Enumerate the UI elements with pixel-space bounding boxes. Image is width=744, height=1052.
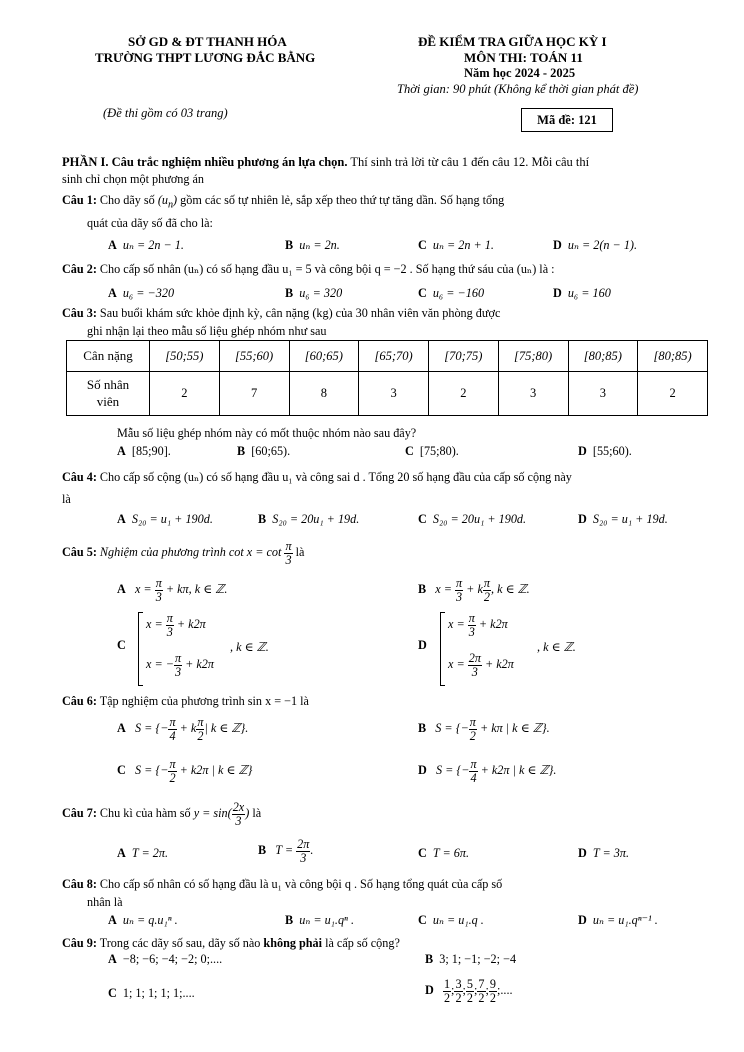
answer-a[interactable]: A [85;90].	[117, 444, 171, 458]
answer-d-tail: , k ∈ ℤ.	[537, 640, 576, 654]
answer-d[interactable]: D [55;60).	[578, 444, 632, 458]
table-header-count: Số nhân viên	[67, 372, 150, 416]
question-text: Tập nghiệm của phương trình sin x = −1 là	[99, 694, 309, 708]
answer-d[interactable]: D T = 3π.	[578, 846, 630, 860]
school-name: TRƯỜNG THPT LƯƠNG ĐẮC BẰNG	[95, 50, 316, 65]
table-cell-group: [80;85)	[638, 341, 708, 372]
answer-b[interactable]: B S = {− $\frac{\pi}{2}$ + kπ | k ∈ ℤ}.	[418, 715, 550, 743]
answer-c[interactable]: C uₙ = u₁.q .	[418, 913, 484, 927]
answer-a[interactable]: A uₙ = q.u₁ⁿ .	[108, 913, 178, 927]
question-label: Câu 5:	[62, 545, 97, 560]
question-text-line3: quát của dãy số đã cho là:	[87, 216, 213, 230]
system-bracket	[138, 612, 143, 686]
question-3	[62, 306, 500, 321]
question-label: Câu 6:	[62, 694, 97, 708]
table-cell-count: 2	[150, 372, 220, 416]
fraction: $\frac{\pi}{3}$	[285, 539, 292, 567]
table-cell-group: [65;70)	[359, 341, 429, 372]
system-bracket	[440, 612, 445, 686]
question-9: Câu 9: Trong các dãy số sau, dãy số nào không phải là cấp số cộng?	[62, 936, 400, 950]
table-cell-count: 8	[289, 372, 359, 416]
question-text: Chu kì của hàm số	[99, 806, 191, 821]
answer-b[interactable]: B 3; 1; −1; −2; −4	[425, 952, 517, 966]
question-4	[62, 470, 572, 485]
answer-b[interactable]: B T = $\frac{2\pi}{3}$ .	[258, 837, 314, 865]
question-text-line3: Mẫu số liệu ghép nhóm này có mốt thuộc nhóm nào sau đây?	[117, 426, 417, 440]
answer-d-line2: x = $\frac{2\pi}{3}$ + k2π	[448, 651, 514, 679]
dept-name: SỞ GD & ĐT THANH HÓA	[128, 34, 287, 49]
question-label: Câu 2:	[62, 262, 97, 276]
part1-desc: Thí sinh trả lời từ câu 1 đến câu 12. Mỗi câu thí	[347, 155, 590, 169]
answer-d-label: D	[418, 638, 427, 652]
answer-b[interactable]: B uₙ = 2n.	[285, 238, 340, 252]
question-text: Sau buổi khám sức khỏe định kỳ, cân nặng (kg) của 30 nhân viên văn phòng được	[99, 306, 501, 320]
answer-b[interactable]: B u₆ = 320	[285, 286, 343, 300]
exam-time: Thời gian: 90 phút (Không kể thời gian phát đề)	[397, 82, 639, 96]
table-row-weight	[67, 341, 708, 372]
question-label: Câu 9:	[62, 936, 97, 950]
question-label: Câu 7:	[62, 806, 97, 821]
answer-d[interactable]: x = $\frac{\pi}{3}$ + k2π	[448, 611, 508, 639]
question-text: Cho cấp số nhân (uₙ) có số hạng đầu u₁ = 5 và công bội q = −2 . Số hạng thứ sáu của (uₙ) là :	[99, 262, 555, 276]
question-6	[62, 694, 309, 709]
answer-d[interactable]: D uₙ = u₁.qⁿ⁻¹ .	[578, 913, 658, 927]
answer-b[interactable]: B S₂₀ = 20u₁ + 19d.	[258, 512, 360, 526]
part1-title: PHẦN I. Câu trắc nghiệm nhiều phương án lựa chọn.	[62, 155, 348, 169]
table-cell-group: [75;80)	[498, 341, 568, 372]
table-cell-count: 3	[568, 372, 638, 416]
answer-c[interactable]: C 1; 1; 1; 1; 1;....	[108, 986, 195, 1000]
answer-b[interactable]: B [60;65).	[237, 444, 291, 458]
answer-c[interactable]: C u₆ = −160	[418, 286, 485, 300]
fraction: $\frac{\pi}{3}$	[456, 576, 463, 604]
table-cell-count: 2	[429, 372, 499, 416]
grouped-data-table	[66, 340, 708, 416]
fraction: $\frac{\pi}{2}$	[483, 576, 490, 604]
question-text-line2: nhân là	[87, 895, 123, 909]
exam-title: ĐỀ KIỂM TRA GIỮA HỌC KỲ I	[418, 34, 607, 49]
answer-a[interactable]: A T = 2π.	[117, 846, 169, 860]
question-label: Câu 1:	[62, 193, 97, 207]
answer-a[interactable]: A S = {− $\frac{\pi}{4}$ + k $\frac{\pi}{2}$ | k ∈ ℤ}.	[117, 715, 249, 743]
question-8	[62, 877, 502, 892]
sequence-notation: $(u_n)$	[157, 193, 178, 211]
answer-b[interactable]: B x = $\frac{\pi}{3}$ + k $\frac{\pi}{2}$ , k ∈ ℤ.	[418, 576, 530, 604]
answer-d[interactable]: D $\frac{1}{2}$ ; $\frac{3}{2}$ ; $\frac{5}{2}$ ; $\frac{7}{2}$ ; $\frac{9}{2}$ ;....	[425, 977, 513, 1005]
answer-d[interactable]: D uₙ = 2(n − 1).	[553, 238, 638, 252]
answer-c[interactable]: C [75;80).	[405, 444, 459, 458]
table-cell-count: 3	[359, 372, 429, 416]
answer-a[interactable]: A −8; −6; −4; −2; 0;....	[108, 952, 223, 966]
table-cell-count: 3	[498, 372, 568, 416]
answer-a[interactable]: A uₙ = 2n − 1.	[108, 238, 184, 252]
question-2	[62, 262, 555, 277]
exam-year: Năm học 2024 - 2025	[464, 66, 576, 80]
answer-c-tail: , k ∈ ℤ.	[230, 640, 269, 654]
table-cell-group: [60;65)	[289, 341, 359, 372]
exam-code-box: Mã đề: 121	[521, 108, 613, 132]
question-text-cont: gồm các số tự nhiên lẻ, sắp xếp theo thứ tự tăng dần. Số hạng tổng	[180, 193, 505, 207]
answer-c[interactable]: C S = {− $\frac{\pi}{2}$ + k2π | k ∈ ℤ}	[117, 757, 253, 785]
answer-d[interactable]: D S₂₀ = u₁ + 19d.	[578, 512, 668, 526]
table-cell-group: [55;60)	[219, 341, 289, 372]
answer-a[interactable]: A x = $\frac{\pi}{3}$ + kπ, k ∈ ℤ.	[117, 576, 228, 604]
question-label: Câu 8:	[62, 877, 97, 891]
answer-a[interactable]: A S₂₀ = u₁ + 190d.	[117, 512, 213, 526]
question-label: Câu 4:	[62, 470, 97, 484]
question-text-line2: ghi nhận lại theo mẫu số liệu ghép nhóm như sau	[87, 324, 327, 338]
answer-a[interactable]: A u₆ = −320	[108, 286, 175, 300]
question-1	[62, 193, 504, 210]
answer-c[interactable]: C S₂₀ = 20u₁ + 190d.	[418, 512, 527, 526]
table-cell-group: [80;85)	[568, 341, 638, 372]
answer-c[interactable]: x = $\frac{\pi}{3}$ + k2π	[146, 611, 206, 639]
question-5: Câu 5: Nghiệm của phương trình cot x = cot $\frac{\pi}{3}$ là	[62, 539, 305, 567]
pages-note: (Đề thi gồm có 03 trang)	[103, 106, 228, 120]
table-header-weight: Cân nặng	[67, 341, 150, 372]
table-cell-count: 7	[219, 372, 289, 416]
answer-d[interactable]: D u₆ = 160	[553, 286, 611, 300]
fraction: $\frac{\pi}{3}$	[155, 576, 162, 604]
answer-b[interactable]: B uₙ = u₁.qⁿ .	[285, 913, 354, 927]
question-label: Câu 3:	[62, 306, 97, 320]
question-text: Cho cấp số cộng (uₙ) có số hạng đầu u₁ và công sai d . Tổng 20 số hạng đầu của cấp số cộng này	[99, 470, 572, 484]
question-text-line2: là	[62, 492, 71, 506]
exam-subject: MÔN THI: TOÁN 11	[464, 50, 583, 65]
answer-c[interactable]: C uₙ = 2n + 1.	[418, 238, 494, 252]
table-cell-group: [70;75)	[429, 341, 499, 372]
table-cell-group: [50;55)	[150, 341, 220, 372]
answer-c-label: C	[117, 638, 126, 652]
question-text: Nghiệm của phương trình cot x = cot	[99, 545, 282, 560]
table-cell-count: 2	[638, 372, 708, 416]
answer-d[interactable]: D S = {− $\frac{\pi}{4}$ + k2π | k ∈ ℤ}.	[418, 757, 557, 785]
part1-desc-2: sinh chỉ chọn một phương án	[62, 172, 205, 186]
part1-heading	[62, 155, 589, 170]
answer-c-line2: x = − $\frac{\pi}{3}$ + k2π	[146, 651, 214, 679]
answer-c[interactable]: C T = 6π.	[418, 846, 470, 860]
question-7: Câu 7: Chu kì của hàm số y = sin( $\frac{2x}{3}$ ) là	[62, 800, 262, 828]
question-text: Cho dãy số	[99, 193, 155, 207]
question-text: Cho cấp số nhân có số hạng đầu là u₁ và công bội q . Số hạng tổng quát của cấp số	[99, 877, 503, 891]
table-row-count	[67, 372, 708, 416]
